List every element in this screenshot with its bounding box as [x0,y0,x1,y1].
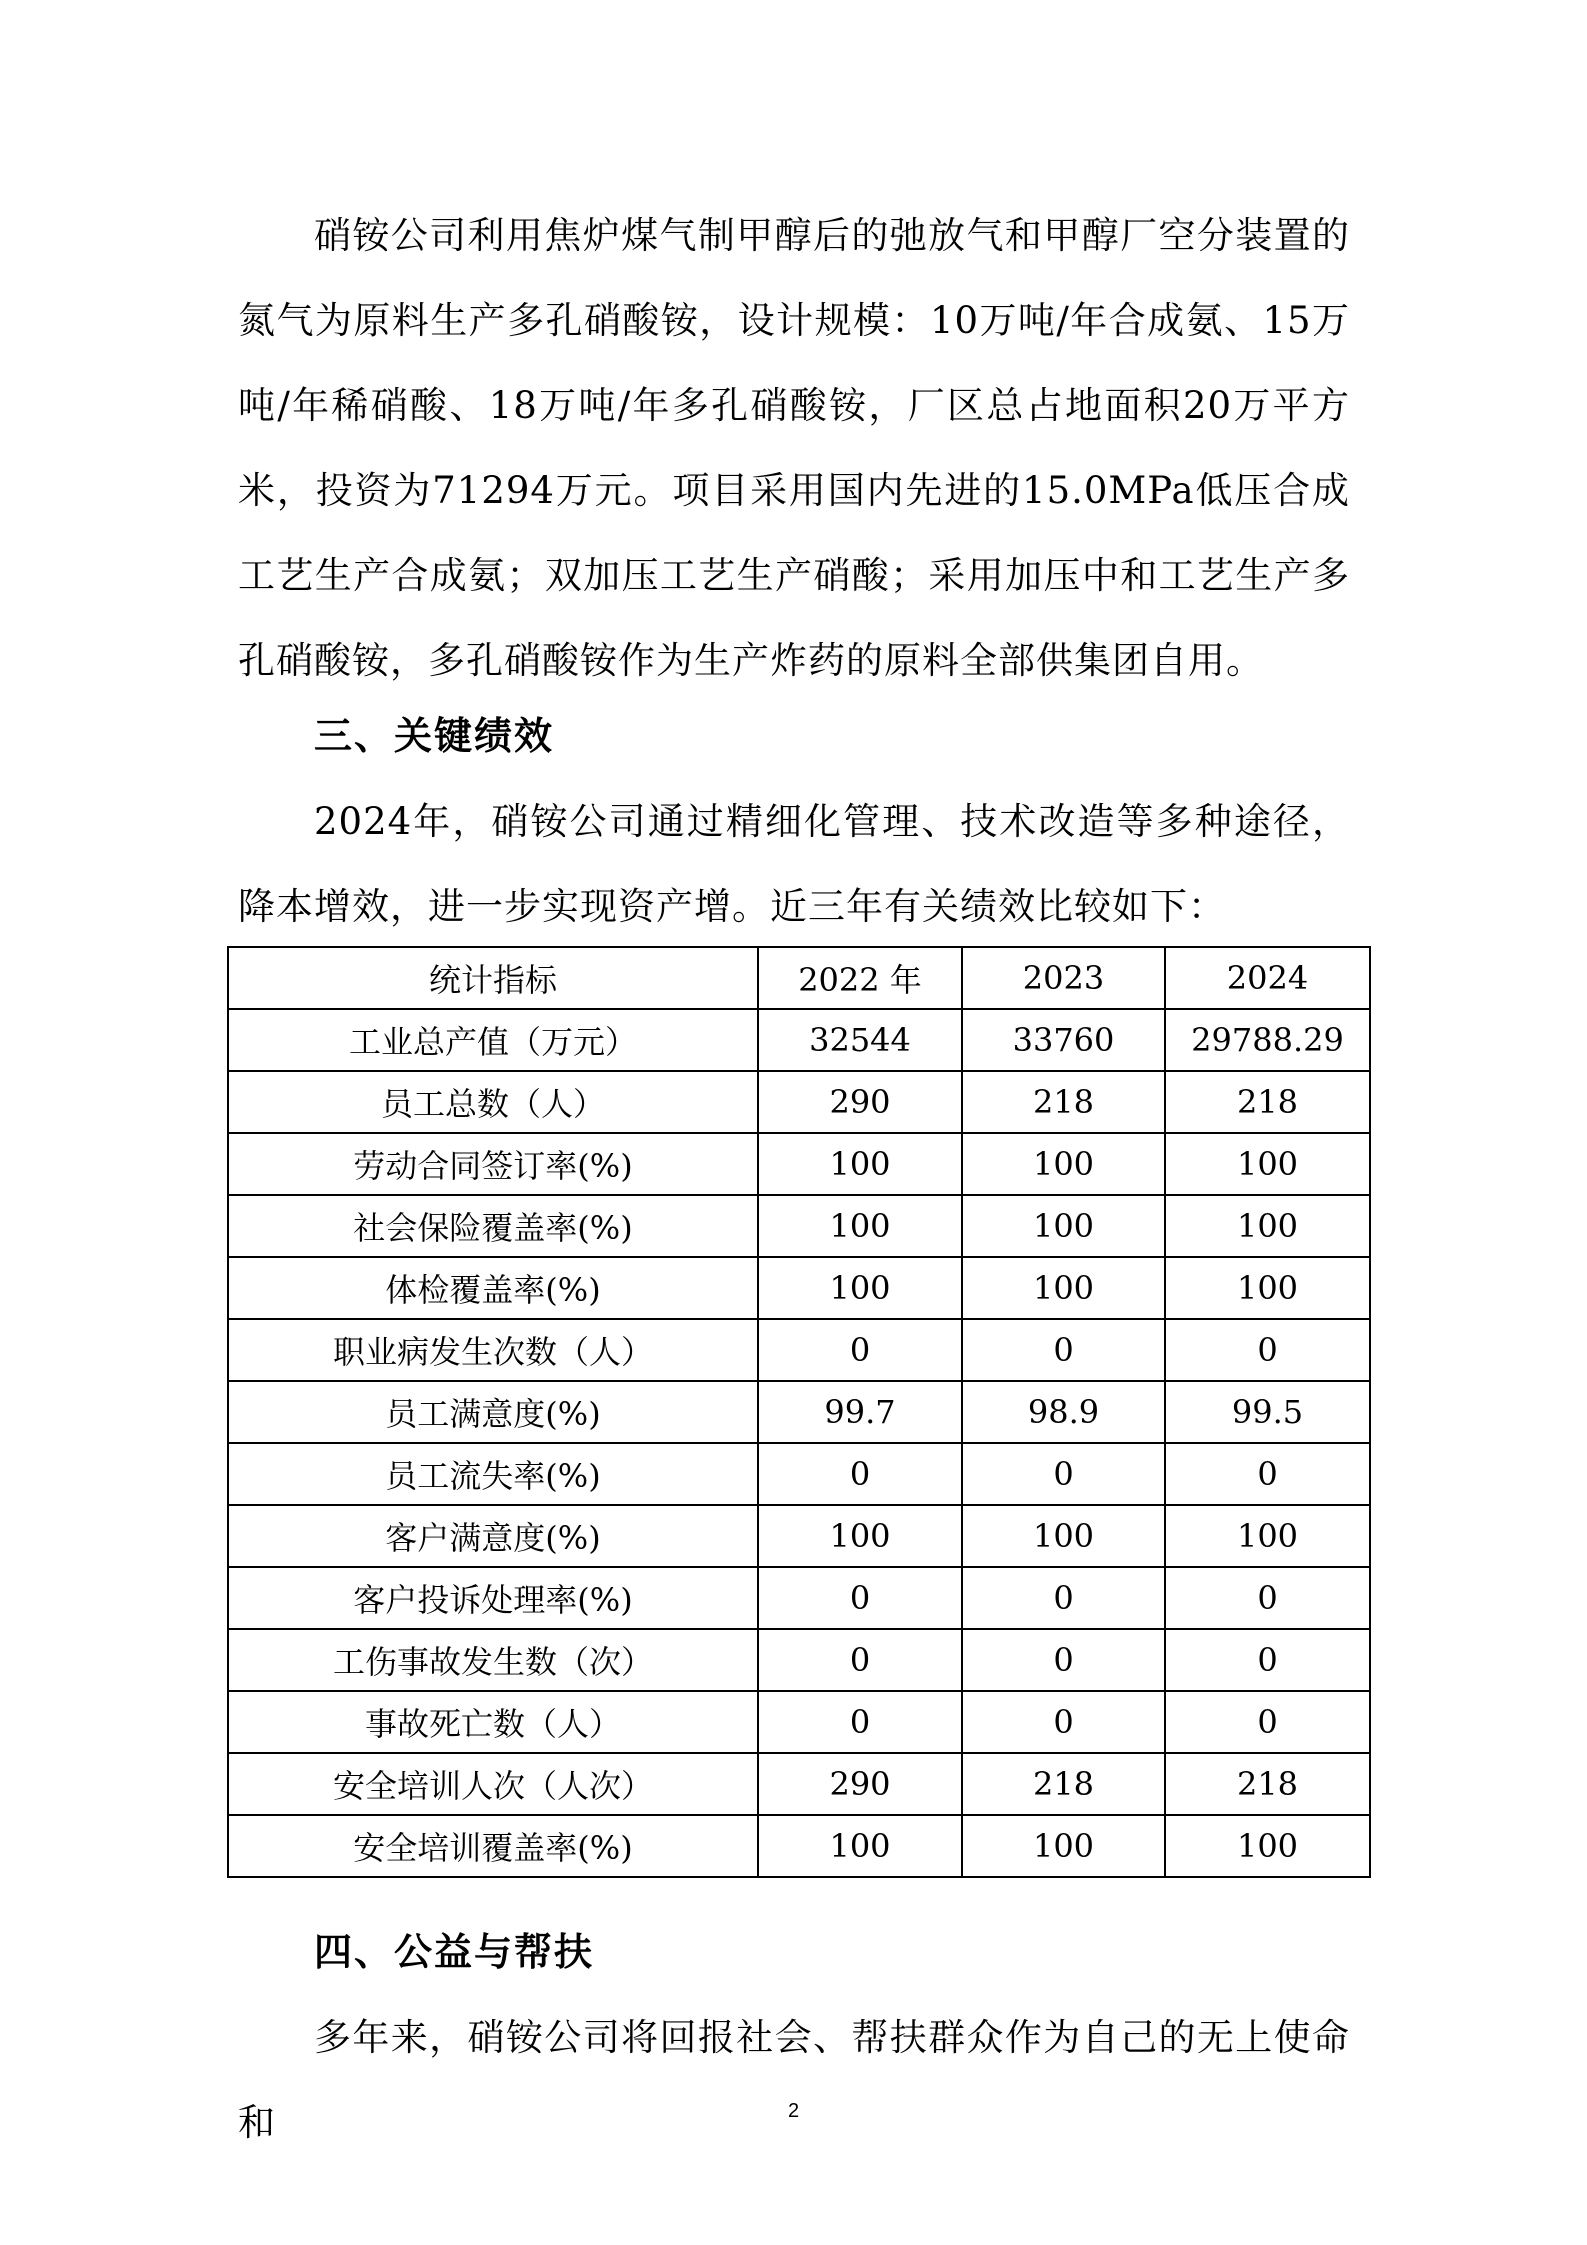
table-cell: 100 [1165,1257,1370,1319]
table-row [228,1071,1370,1133]
table-cell: 0 [962,1629,1165,1691]
table-row [228,1815,1370,1877]
performance-paragraph [238,779,1350,949]
table-cell: 0 [1165,1443,1370,1505]
table-cell: 0 [1165,1567,1370,1629]
performance-table [227,946,1371,1878]
table-cell: 0 [962,1691,1165,1753]
table-row [228,1629,1370,1691]
table-cell: 0 [758,1443,962,1505]
table-cell: 218 [1165,1071,1370,1133]
table-cell: 0 [758,1567,962,1629]
table-row-label: 工业总产值（万元） [228,1009,758,1071]
table-cell: 100 [1165,1195,1370,1257]
table-cell: 0 [758,1319,962,1381]
performance-paragraph-text: 2024年，硝铵公司通过精细化管理、技术改造等多种途径，降本增效，进一步实现资产增。近三年有关绩效比较如下： [238,800,1350,928]
table-cell: 100 [758,1257,962,1319]
table-row-label: 体检覆盖率(%) [228,1257,758,1319]
section-heading-key-performance: 三、关键绩效 [314,713,555,758]
table-header-cell: 统计指标 [228,947,758,1009]
table-cell: 99.5 [1165,1381,1370,1443]
table-header-row [228,947,1370,1009]
table-row [228,1195,1370,1257]
table-row [228,1009,1370,1071]
table-row [228,1257,1370,1319]
table-row-label: 客户满意度(%) [228,1505,758,1567]
welfare-paragraph [238,1995,1350,2165]
table-row [228,1319,1370,1381]
table-header-cell: 2024 [1165,947,1370,1009]
table-cell: 100 [758,1195,962,1257]
table-cell: 0 [962,1443,1165,1505]
table-header-cell: 2023 [962,947,1165,1009]
table-row [228,1133,1370,1195]
table-row-label: 员工总数（人） [228,1071,758,1133]
table-cell: 33760 [962,1009,1165,1071]
table-cell: 0 [962,1567,1165,1629]
table-cell: 0 [1165,1691,1370,1753]
table-row-label: 安全培训人次（人次） [228,1753,758,1815]
table-row-label: 工伤事故发生数（次） [228,1629,758,1691]
table-row-label: 安全培训覆盖率(%) [228,1815,758,1877]
table-cell: 290 [758,1071,962,1133]
table-row [228,1505,1370,1567]
table-row-label: 劳动合同签订率(%) [228,1133,758,1195]
table-cell: 100 [1165,1815,1370,1877]
table-cell: 100 [758,1505,962,1567]
table-row [228,1381,1370,1443]
table-cell: 32544 [758,1009,962,1071]
table-cell: 100 [962,1815,1165,1877]
table-cell: 100 [962,1133,1165,1195]
table-row-label: 员工满意度(%) [228,1381,758,1443]
table-cell: 29788.29 [1165,1009,1370,1071]
table-cell: 100 [962,1195,1165,1257]
table-cell: 100 [758,1815,962,1877]
table-cell: 0 [962,1319,1165,1381]
table-header-cell: 2022 年 [758,947,962,1009]
table-row [228,1567,1370,1629]
table-row-label: 职业病发生次数（人） [228,1319,758,1381]
intro-paragraph-text: 硝铵公司利用焦炉煤气制甲醇后的弛放气和甲醇厂空分装置的氮气为原料生产多孔硝酸铵，设计规模：10万吨/年合成氨、15万吨/年稀硝酸、18万吨/年多孔硝酸铵，厂区总占地面积20万平方米，投资为71294万元。项目采用国内先进的15.0MPa低压合成工艺生产合成氨；双加压工艺生产硝酸；采用加压中和工艺生产多孔硝酸铵，多孔硝酸铵作为生产炸药的原料全部供集团自用。 [238,214,1350,682]
page-number: 2 [787,2100,800,2122]
table-cell: 0 [1165,1629,1370,1691]
table-cell: 98.9 [962,1381,1165,1443]
table-cell: 218 [1165,1753,1370,1815]
table-row [228,1753,1370,1815]
table-row [228,1691,1370,1753]
table-cell: 100 [1165,1505,1370,1567]
table-cell: 0 [1165,1319,1370,1381]
table-cell: 100 [1165,1133,1370,1195]
table-row-label: 社会保险覆盖率(%) [228,1195,758,1257]
intro-paragraph [238,193,1350,703]
table-row [228,1443,1370,1505]
section-heading-welfare: 四、公益与帮扶 [314,1929,595,1974]
table-cell: 100 [962,1505,1165,1567]
table-row-label: 员工流失率(%) [228,1443,758,1505]
table-cell: 100 [962,1257,1165,1319]
table-row-label: 事故死亡数（人） [228,1691,758,1753]
table-row-label: 客户投诉处理率(%) [228,1567,758,1629]
table-cell: 290 [758,1753,962,1815]
table-cell: 99.7 [758,1381,962,1443]
welfare-paragraph-text: 多年来，硝铵公司将回报社会、帮扶群众作为自己的无上使命和 [238,2016,1350,2144]
table-cell: 0 [758,1629,962,1691]
table-cell: 218 [962,1753,1165,1815]
table-cell: 0 [758,1691,962,1753]
table-body [228,1009,1370,1877]
table-cell: 100 [758,1133,962,1195]
table-cell: 218 [962,1071,1165,1133]
